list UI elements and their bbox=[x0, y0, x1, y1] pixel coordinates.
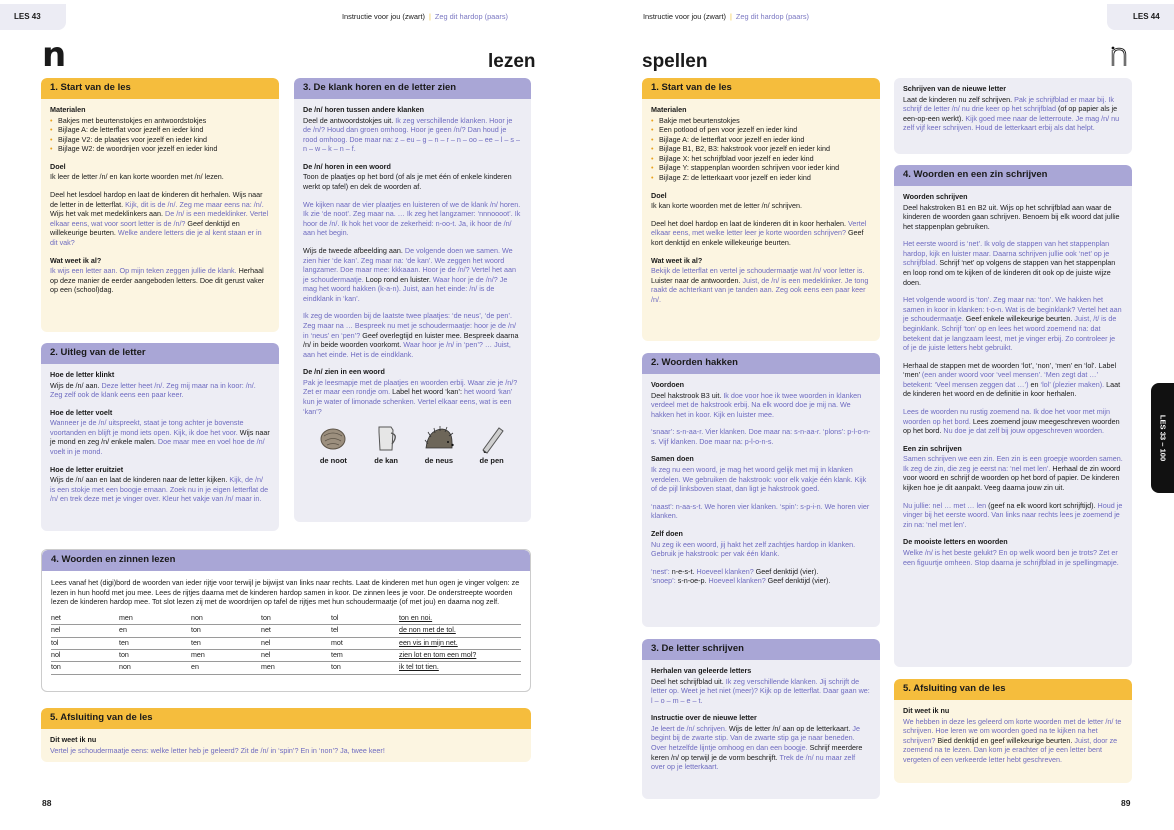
subheading: De /n/ horen in een woord bbox=[303, 161, 391, 171]
section-woorden-lezen bbox=[41, 549, 531, 692]
subheading: Een zin schrijven bbox=[903, 443, 962, 453]
table-row: net men non ton tol ton en noi. bbox=[51, 613, 521, 625]
subheading: Materialen bbox=[651, 105, 687, 114]
word-table bbox=[51, 613, 521, 675]
subheading: Woorden schrijven bbox=[903, 192, 968, 201]
table-row: ton non en men ton ik tel tot tien. bbox=[51, 662, 521, 674]
list-item: • Bijlage W2: de woordrijen voor jezelf en ieder kind bbox=[50, 144, 270, 154]
subheading: Wat weet ik al? bbox=[50, 255, 102, 265]
page-title-spellen: spellen bbox=[642, 51, 708, 72]
paragraph: Herhaal de stappen met de woorden ‘lot’, ‘non’, ‘men’ en ‘lol’. Label ‘men’ (een ander woord voor ‘veel mensen’. ‘Men zegt dat …’ betekent: ‘Veel mensen zeggen dat …’) en ‘lol’ (plezier maken). Laat de kinderen het woord en de definitie in koor herhalen. bbox=[903, 360, 1121, 399]
list-item: • Een potlood of pen voor jezelf en ieder kind bbox=[651, 125, 871, 135]
paragraph: Ik wijs een letter aan. Op mijn teken zeggen jullie de klank. Herhaal op deze manier de eerder aangeboden letters. Doe dit gerust vaker op een (school)dag. bbox=[50, 266, 265, 295]
paragraph: Wijs de tweede afbeelding aan. De volgende doen we samen. We zien hier ‘de kan’. Zeg maar na: ‘de kan’. We zeggen het woord langzamer. Doe maar mee: kkkaaan. Hoor je de /n/? Vertel het aan je schoudermaatje. Loop rond en luister. Waar hoor je de /n/? Je mag het woord hakken (k-a-n). Juist, aan het einde: /n/ is de eindklank in ‘kan’. bbox=[303, 245, 516, 303]
page-number: 89 bbox=[1121, 798, 1131, 808]
subheading: Samen doen bbox=[651, 454, 694, 464]
subheading: Voordoen bbox=[651, 380, 685, 389]
subheading: Wat weet ik al? bbox=[651, 255, 703, 265]
pen-icon bbox=[475, 422, 509, 454]
subheading: De mooiste letters en woorden bbox=[903, 537, 1008, 547]
section-title: 4. Woorden en een zin schrijven bbox=[894, 165, 1132, 186]
subheading: Herhalen van geleerde letters bbox=[651, 666, 752, 675]
paragraph: Samen schrijven we een zin. Een zin is een groepje woorden samen. Ik zeg de zin, die zeg je eerst na: ‘nel met len’. Herhaal de zin woord voor woord en schrijf de woorden op het bord of papier. De kinderen kijken hoe je dit aanpakt. Veeg daarna jouw zin uit. bbox=[903, 454, 1123, 493]
subheading: Zelf doen bbox=[651, 528, 683, 538]
section-woorden-zin-schrijven bbox=[894, 165, 1132, 667]
paragraph: Deel het doel hardop en laat de kinderen dit in koor herhalen. Vertel elkaar eens, met welke letter leer je korte woorden schrijven? Geef kort denktijd en enkele willekeurige beurten. bbox=[651, 218, 867, 247]
legend-right: Instructie voor jou (zwart) | Zeg dit hardop (paars) bbox=[643, 12, 810, 21]
section-klank-horen bbox=[294, 78, 531, 522]
subheading: Dit weet ik nu bbox=[50, 735, 97, 744]
paragraph: ‘snaar’: s-n-aa-r. Vier klanken. Doe maar na: s-n-aa-r. ‘plons’: p-l-o-n-s. Vijf klanken. Doe maar na: p-l-o-n-s. bbox=[651, 427, 871, 446]
section-title: 3. De letter schrijven bbox=[642, 639, 880, 660]
list-item: • Bijlage V2: de plaatjes voor jezelf en ieder kind bbox=[50, 135, 270, 145]
section-schrijven-nieuwe-letter bbox=[894, 78, 1132, 154]
letter-n-icon bbox=[1107, 44, 1131, 68]
section-uitleg bbox=[41, 343, 279, 531]
section-title: 5. Afsluiting van de les bbox=[894, 679, 1132, 700]
paragraph: Pak je leesmapje met de plaatjes en woorden erbij. Waar zie je /n/? Zet er maar een rondje om. Label het woord ‘kan’: het woord ‘kan’ kun je water of limonade schenken. Vertel elkaar eens, wat is een ‘kan’? bbox=[303, 377, 518, 416]
side-tab-lessons[interactable] bbox=[1151, 383, 1174, 493]
paragraph: Ik zeg de woorden bij de laatste twee plaatjes: ‘de neus’, ‘de pen’. Zeg maar na … Bespreek nu met je schoudermaatje: hoor je de /n/ in ‘neus’ en ‘pen’? Geef overlegtijd en luister mee. Bespreek daarna /n/ in beide woorden voorkomt. Waar hoor je /n/ in ‘pen’? … Juist, aan het einde. Het is de eindklank. bbox=[303, 311, 519, 359]
subheading: Schrijven van de nieuwe letter bbox=[903, 84, 1007, 93]
legend-purple: Zeg dit hardop (paars) bbox=[735, 12, 810, 21]
paragraph: Laat de kinderen nu zelf schrijven. Pak je schrijfblad er maar bij. Ik schrijf de letter /n/ nu drie keer op het schrijfblad (of op papier als je een-op-een werkt). Kijk goed mee naar de letterroute. Je mag /n/ nu zelf vijf keer schrijven. Houd de letterkaart erbij als dat helpt. bbox=[903, 94, 1120, 133]
paragraph: Nu jullie: nel … met … len (geef na elk woord kort schrijftijd). Houd je vinger bij het eerste woord. Van links naar rechts lees je zoemend je zin na: ‘nel met len’. bbox=[903, 500, 1123, 529]
paragraph: Wanneer je de /n/ uitspreekt, staat je tong achter je bovenste voortanden en blijft je mond iets open. Kijk, ik doe het voor. Wijs naar je mond en zeg /n/ enkele malen. Doe maar mee en voel hoe de /n/ voelt in je mond. bbox=[50, 418, 270, 457]
section-title: 1. Start van de les bbox=[41, 78, 279, 99]
paragraph: Wijs de /n/ aan. Deze letter heet /n/. Zeg mij maar na in koor: /n/. Zeg zelf ook de klank eens een paar keer. bbox=[50, 380, 256, 400]
section-letter-schrijven bbox=[642, 639, 880, 799]
section-title: 2. Uitleg van de letter bbox=[41, 343, 279, 364]
section-title: 3. De klank horen en de letter zien bbox=[294, 78, 531, 99]
subheading: De /n/ horen tussen andere klanken bbox=[303, 105, 425, 114]
paragraph: Deel het lesdoel hardop en laat de kinderen dit herhalen. Wijs naar de letter in de letterflat. Kijk, dit is de /n/. Zeg me maar eens na: /n/. Wijs het vak met medeklinkers aan. De /n/ is een medeklinker. Vertel elkaar eens, wat voor soort letter is de /n/? Geef denktijd en willekeurige beurten. Welke andere letters die je al kent staan er in dit vak? bbox=[50, 190, 269, 247]
hedgehog-icon bbox=[422, 422, 456, 454]
picture-pen: de pen bbox=[465, 422, 518, 466]
lesson-letter: n bbox=[42, 35, 67, 75]
table-row: nol ton men nel tem zien lot en tom een mol? bbox=[51, 650, 521, 662]
paragraph: We kijken naar de vier plaatjes en luisteren of we de klank /n/ horen. Ik zie ‘de noot’. Zeg maar na. … Ik zeg het langzamer: ‘nnnoooot’. Ik hoor de /n/. Ik hok het voor de zekerheid: n-oo-t. Ja, ik hoor de /n/ aan het begin. bbox=[303, 199, 521, 238]
section-start bbox=[41, 78, 279, 332]
legend-black: Instructie voor jou (zwart) bbox=[342, 12, 425, 21]
section-afsluiting bbox=[41, 708, 531, 762]
subheading: Doel bbox=[50, 161, 66, 171]
legend-left: Instructie voor jou (zwart) | Zeg dit hardop (paars) bbox=[342, 12, 509, 21]
picture-kan: de kan bbox=[360, 422, 413, 466]
section-start bbox=[642, 78, 880, 341]
list-item: • Bijlage Z: de letterkaart voor jezelf en ieder kind bbox=[651, 173, 871, 183]
paragraph: ‘nest’: n-e-s-t. Hoeveel klanken? Geef denktijd (vier). ‘snoep’: s-n-oe-p. Hoeveel klanken? Geef denktijd (vier). bbox=[651, 566, 831, 586]
picture-row bbox=[303, 420, 522, 466]
subheading: Instructie over de nieuwe letter bbox=[651, 713, 757, 723]
list-item: • Bakjes met beurtenstokjes en antwoordstokjes bbox=[50, 116, 270, 126]
paragraph: Deel hakstroken B1 en B2 uit. Wijs op het schrijfblad aan waar de kinderen de woorden gaan schrijven. Benoem bij elk woord dat jullie het stappenplan gebruiken. bbox=[903, 202, 1120, 231]
paragraph: Je leert de /n/ schrijven. Wijs de letter /n/ aan op de letterkaart. Je begint bij de zwarte stip. Van de zwarte stip ga je naar beneden. Over hetzelfde lijntje omhoog en dan een boogje. Schrijf meerdere keren /n/ op terwijl je de vorm beschrijft. Trek de /n/ nu maar zelf over op je letterkaart. bbox=[651, 723, 863, 772]
paragraph: Het eerste woord is ‘net’. Ik volg de stappen van het stappenplan hardop, kijk en luister maar. Daarna schrijven jullie ook ‘net’ op je schrijfblad. Schrijf ‘net’ op volgens de stappen van het stappenplan en loop rond om te kijken of de kinderen dit ook op de juiste wijze doen. bbox=[903, 239, 1116, 287]
picture-neus: de neus bbox=[413, 422, 466, 466]
list-item: • Bakje met beurtenstokjes bbox=[651, 116, 871, 126]
side-tab-label: LES 33 – 100 bbox=[1158, 414, 1168, 462]
list-item: • Bijlage Y: stappenplan woorden schrijven voor ieder kind bbox=[651, 163, 871, 173]
subheading: Doel bbox=[651, 190, 667, 200]
paragraph: Bekijk de letterflat en vertel je schoudermaatje wat /n/ voor letter is. Luister naar de antwoorden. Juist, de /n/ is een medeklinker. Je tong raakt de achterkant van je tanden aan. Zeg ook eens een paar keer /n/. bbox=[651, 266, 869, 304]
paragraph: We hebben in deze les geleerd om korte woorden met de letter /n/ te schrijven. Hoe leren we om woorden goed na te kijken na het schrijven? Bied denktijd en geef willekeurige beurten. Juist, door ze zoemend na te lezen. Dan kom je erachter of je een letter bent vergeten of een verkeerde letter hebt geschreven. bbox=[903, 716, 1122, 764]
jug-icon bbox=[369, 422, 403, 454]
paragraph: Deel hakstrook B3 uit. Ik doe voor hoe ik twee woorden in klanken verdeel met de hakstrook erbij. Na elk woord doe je mij na. We hakken het in koor. Kijk en luister mee. bbox=[651, 390, 862, 419]
lesson-tab-left: LES 43 bbox=[0, 4, 66, 30]
paragraph: Ik zeg nu een woord, je mag het woord gelijk met mij in klanken verdelen. We gebruiken de hakstrook: voor elk vakje één klank. Kijk of de pijl linksboven staat, dan ligt je hakstrook goed. bbox=[651, 465, 867, 494]
paragraph: Vertel je schoudermaatje eens: welke letter heb je geleerd? Zit de /n/ in ‘spin’? En in ‘non’? Ja, twee keer! bbox=[50, 745, 385, 755]
list-item: • Bijlage X: het schrijfblad voor jezelf en ieder kind bbox=[651, 154, 871, 164]
paragraph: Deel de antwoordstokjes uit. Ik zeg verschillende klanken. Hoor je de /n/? Houd dan groen omhoog. Hoor je geen /n/? Dan houd je rood omhoog. Doe maar na: z – eu – g – n – r – n – oo – ee – l – s – n – w – k – n – f. bbox=[303, 115, 520, 154]
page-number: 88 bbox=[42, 798, 52, 808]
section-woorden-hakken bbox=[642, 353, 880, 627]
table-row: tol ten ten nel mot een vis in mijn net. bbox=[51, 637, 521, 649]
paragraph: Lees de woorden nu rustig zoemend na. Ik doe het voor met mijn woorden op het bord. Lees zoemend jouw meegeschreven woorden op het bord. Nu doe je dat zelf bij jouw opgeschreven woorden. bbox=[903, 406, 1120, 436]
picture-noot: de noot bbox=[307, 422, 360, 466]
nut-icon bbox=[316, 422, 350, 454]
list-item: • Bijlage A: de letterflat voor jezelf en ieder kind bbox=[651, 135, 871, 145]
subheading: Materialen bbox=[50, 105, 86, 114]
table-row: nel en ton net tel de non met de tol. bbox=[51, 625, 521, 637]
lesson-tab-right: LES 44 bbox=[1107, 4, 1174, 30]
paragraph: Wijs de /n/ aan en laat de kinderen naar de letter kijken. Kijk, de /n/ is een stokje met een boogje ernaan. Zoek nu in je eigen letterflat de /n/ en trek deze met je vinger over. Kleur het vakje van /n/ maar in. bbox=[50, 475, 269, 504]
goal-text: Ik kan korte woorden met de letter /n/ schrijven. bbox=[651, 201, 803, 211]
right-page bbox=[587, 0, 1174, 830]
paragraph: Toon de plaatjes op het bord (of als je met één of enkele kinderen werkt op tafel) en dek de woorden af. bbox=[303, 172, 512, 192]
materials-list bbox=[50, 116, 270, 154]
subheading: De /n/ zien in een woord bbox=[303, 367, 385, 377]
legend-black: Instructie voor jou (zwart) bbox=[643, 12, 726, 21]
legend-purple: Zeg dit hardop (paars) bbox=[434, 12, 509, 21]
goal-text: Ik leer de letter /n/ en kan korte woorden met /n/ lezen. bbox=[50, 172, 224, 182]
paragraph: Nu zeg ik een woord, jij hakt het zelf zachtjes hardop in klanken. Gebruik je hakstrook: per vak één klank. bbox=[651, 539, 856, 559]
paragraph: Deel het schrijfblad uit. Ik zeg verschillende klanken. Jij schrijft de letter op. Weet je het niet (meer)? Kijk op de letterflat. Daar gaan we: l – o – m – e – t. bbox=[651, 676, 870, 705]
section-title: 5. Afsluiting van de les bbox=[41, 708, 531, 729]
list-item: • Bijlage A: de letterflat voor jezelf en ieder kind bbox=[50, 125, 270, 135]
subheading: Hoe de letter voelt bbox=[50, 407, 113, 417]
section-title: 1. Start van de les bbox=[642, 78, 880, 99]
section-title: 4. Woorden en zinnen lezen bbox=[42, 550, 530, 571]
paragraph: ‘naast’: n-aa-s-t. We horen vier klanken. ‘spin’: s-p-i-n. We horen vier klanken. bbox=[651, 501, 870, 521]
materials-list bbox=[651, 116, 871, 183]
subheading: Hoe de letter klinkt bbox=[50, 370, 115, 379]
subheading: Dit weet ik nu bbox=[903, 706, 950, 715]
subheading: Hoe de letter eruitziet bbox=[50, 464, 124, 474]
intro-text: Lees vanaf het (digi)bord de woorden van ieder rijtje voor terwijl je bijwijst van links naar rechts. Laat de kinderen met hun ogen je vinger volgen: ze lezen in hun hoofd met jou mee. Lees de rijtjes daarna met de kinderen hardop samen in koor. De zinnen lees je voor. De onderstreepte woorden lezen de kinderen hardop mee. Tot slot lezen zij met de woordrijen op tafel de rijtjes met hun schoudermaatje (of met jou) en daarna nog zelf. bbox=[51, 578, 520, 607]
list-item: • Bijlage B1, B2, B3: hakstrook voor jezelf en ieder kind bbox=[651, 144, 871, 154]
section-afsluiting bbox=[894, 679, 1132, 783]
paragraph: Welke /n/ is het beste gelukt? En op welk woord ben je trots? Zet er een figuurtje omheen. Stop daarna je schrijfblad in je spellingmapje. bbox=[903, 547, 1119, 567]
page-title-lezen: lezen bbox=[488, 51, 536, 72]
paragraph: Het volgende woord is ‘ton’. Zeg maar na: ‘ton’. We hakken het samen in koor in klanken: t-o-n. Wat is de beginklank? Vertel het aan je schoudermaatje. Geef enkele willekeurige beurten. Juist, /t/ is de beginklank. Schrijf ‘ton’ op en lees het woord zoemend na: dat betekent dat je langzaam leest, met je vinger erbij. Zo controleer je of je de juiste letters hebt gebruikt. bbox=[903, 295, 1122, 353]
section-title: 2. Woorden hakken bbox=[642, 353, 880, 374]
